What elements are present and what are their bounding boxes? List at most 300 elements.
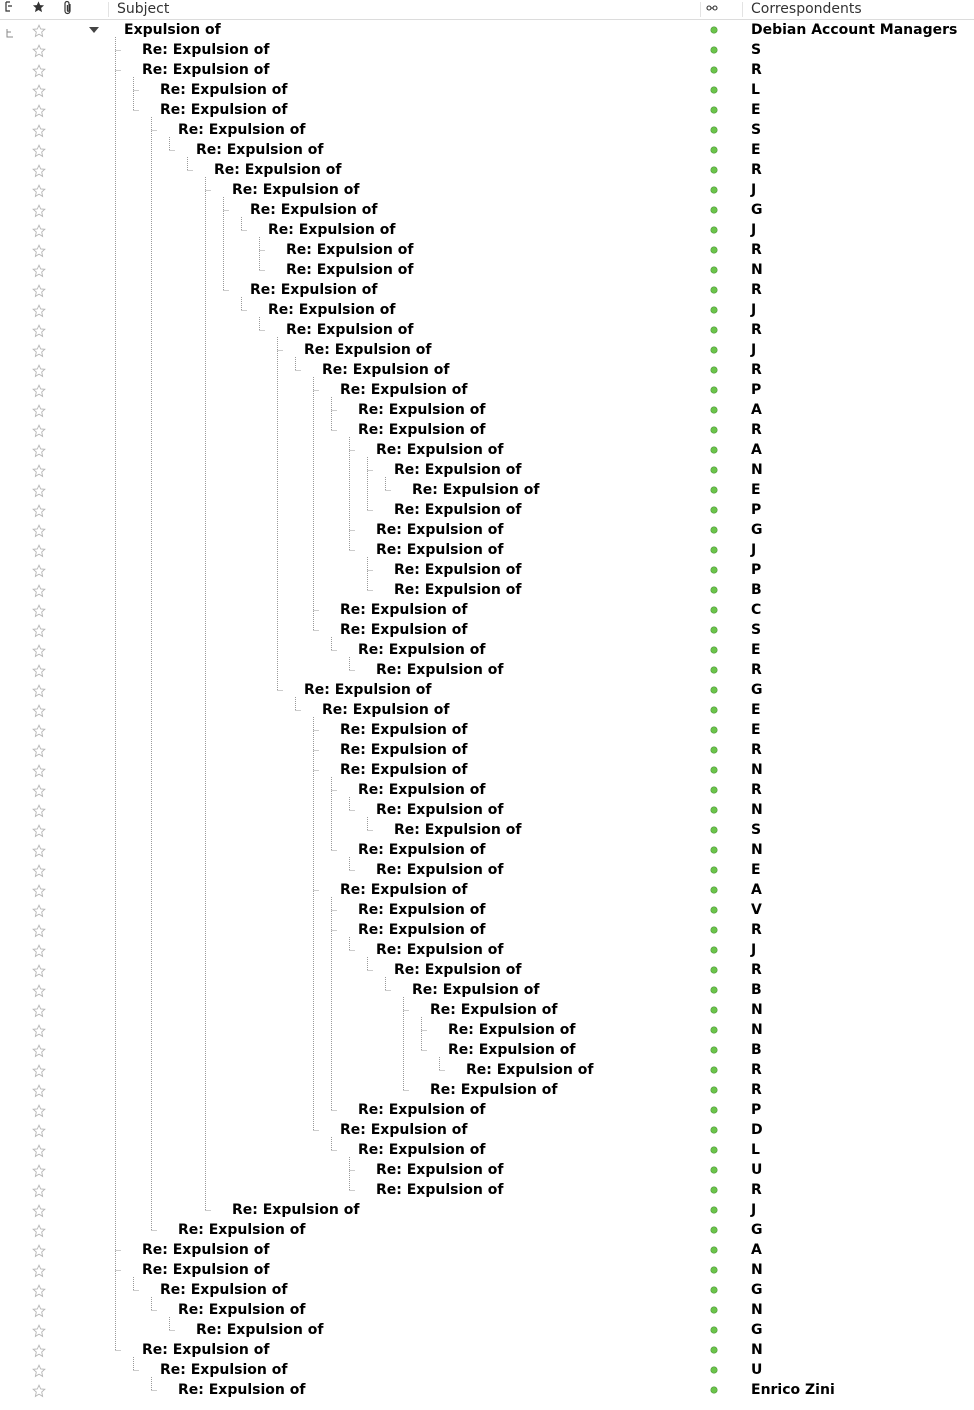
attachment-column-header[interactable] xyxy=(62,0,74,19)
message-correspondent: A xyxy=(751,442,762,458)
message-subject: Re: Expulsion of xyxy=(340,1122,468,1138)
message-correspondent: A xyxy=(751,402,762,418)
read-status-dot-icon[interactable] xyxy=(711,647,717,653)
message-correspondent: J xyxy=(751,182,757,198)
message-subject: Re: Expulsion of xyxy=(250,202,378,218)
read-status-dot-icon[interactable] xyxy=(711,1107,717,1113)
message-correspondent: J xyxy=(751,342,757,358)
message-row[interactable] xyxy=(0,900,974,920)
collapse-thread-chevron-icon[interactable] xyxy=(89,27,99,33)
star-toggle-icon[interactable] xyxy=(32,1043,46,1057)
read-status-dot-icon[interactable] xyxy=(711,827,717,833)
message-correspondent: U xyxy=(751,1362,763,1378)
star-toggle-icon[interactable] xyxy=(32,143,46,157)
read-status-dot-icon[interactable] xyxy=(711,767,717,773)
star-toggle-icon[interactable] xyxy=(32,903,46,917)
message-subject: Re: Expulsion of xyxy=(340,722,468,738)
read-status-dot-icon[interactable] xyxy=(711,867,717,873)
message-row[interactable] xyxy=(0,1280,974,1300)
read-status-dot-icon[interactable] xyxy=(711,907,717,913)
message-correspondent: R xyxy=(751,1182,762,1198)
star-toggle-icon[interactable] xyxy=(32,703,46,717)
star-toggle-icon[interactable] xyxy=(32,363,46,377)
read-status-dot-icon[interactable] xyxy=(711,787,717,793)
read-status-dot-icon[interactable] xyxy=(711,987,717,993)
message-row[interactable] xyxy=(0,160,974,180)
star-toggle-icon[interactable] xyxy=(32,43,46,57)
star-toggle-icon[interactable] xyxy=(32,443,46,457)
message-subject: Re: Expulsion of xyxy=(394,582,522,598)
thread-column-header[interactable] xyxy=(4,0,16,19)
message-correspondent: E xyxy=(751,482,761,498)
star-toggle-icon[interactable] xyxy=(32,543,46,557)
message-row[interactable] xyxy=(0,620,974,640)
message-row[interactable] xyxy=(0,1000,974,1020)
star-toggle-icon[interactable] xyxy=(32,603,46,617)
message-subject: Re: Expulsion of xyxy=(160,1282,288,1298)
message-subject: Re: Expulsion of xyxy=(286,262,414,278)
message-subject: Re: Expulsion of xyxy=(358,902,486,918)
message-row[interactable] xyxy=(0,380,974,400)
message-row[interactable] xyxy=(0,140,974,160)
column-header-bar xyxy=(0,0,974,20)
message-subject: Re: Expulsion of xyxy=(340,622,468,638)
message-subject: Re: Expulsion of xyxy=(268,222,396,238)
message-row[interactable] xyxy=(0,580,974,600)
message-subject: Re: Expulsion of xyxy=(394,462,522,478)
message-subject: Re: Expulsion of xyxy=(358,402,486,418)
message-subject: Re: Expulsion of xyxy=(448,1042,576,1058)
message-row[interactable] xyxy=(0,1260,974,1280)
message-row[interactable] xyxy=(0,720,974,740)
star-toggle-icon[interactable] xyxy=(32,823,46,837)
read-status-dot-icon[interactable] xyxy=(711,527,717,533)
star-toggle-icon[interactable] xyxy=(32,343,46,357)
star-icon xyxy=(32,0,45,14)
read-status-dot-icon[interactable] xyxy=(711,207,717,213)
message-row[interactable] xyxy=(0,700,974,720)
message-correspondent: N xyxy=(751,1022,763,1038)
read-status-dot-icon[interactable] xyxy=(711,147,717,153)
message-correspondent: N xyxy=(751,1342,763,1358)
star-toggle-icon[interactable] xyxy=(32,223,46,237)
read-status-dot-icon[interactable] xyxy=(711,407,717,413)
read-status-dot-icon[interactable] xyxy=(711,1267,717,1273)
read-status-dot-icon[interactable] xyxy=(711,807,717,813)
message-row[interactable] xyxy=(0,220,974,240)
read-status-dot-icon[interactable] xyxy=(711,627,717,633)
read-status-dot-icon[interactable] xyxy=(711,1227,717,1233)
read-status-dot-icon[interactable] xyxy=(711,1127,717,1133)
star-toggle-icon[interactable] xyxy=(32,983,46,997)
message-subject: Re: Expulsion of xyxy=(322,362,450,378)
read-status-dot-icon[interactable] xyxy=(711,567,717,573)
message-subject: Re: Expulsion of xyxy=(412,482,540,498)
message-row[interactable] xyxy=(0,280,974,300)
star-toggle-icon[interactable] xyxy=(32,943,46,957)
message-correspondent: Enrico Zini xyxy=(751,1382,835,1398)
star-toggle-icon[interactable] xyxy=(32,1223,46,1237)
read-status-dot-icon[interactable] xyxy=(711,707,717,713)
message-subject: Re: Expulsion of xyxy=(340,762,468,778)
message-subject: Re: Expulsion of xyxy=(376,942,504,958)
message-row[interactable] xyxy=(0,1240,974,1260)
message-subject: Re: Expulsion of xyxy=(340,602,468,618)
read-status-dot-icon[interactable] xyxy=(711,727,717,733)
message-row[interactable] xyxy=(0,660,974,680)
star-toggle-icon[interactable] xyxy=(32,683,46,697)
read-status-dot-icon[interactable] xyxy=(711,307,717,313)
message-correspondent: G xyxy=(751,202,763,218)
read-status-dot-icon[interactable] xyxy=(711,1147,717,1153)
read-status-dot-icon[interactable] xyxy=(711,427,717,433)
message-subject: Re: Expulsion of xyxy=(178,1222,306,1238)
star-toggle-icon[interactable] xyxy=(32,183,46,197)
message-correspondent: R xyxy=(751,242,762,258)
read-status-dot-icon[interactable] xyxy=(711,547,717,553)
read-status-dot-icon[interactable] xyxy=(711,487,717,493)
star-toggle-icon[interactable] xyxy=(32,663,46,677)
message-correspondent: B xyxy=(751,982,762,998)
message-subject: Re: Expulsion of xyxy=(304,682,432,698)
message-row[interactable] xyxy=(0,1040,974,1060)
message-subject: Re: Expulsion of xyxy=(178,1382,306,1398)
message-correspondent: P xyxy=(751,1102,762,1118)
star-toggle-icon[interactable] xyxy=(32,523,46,537)
message-row[interactable] xyxy=(0,260,974,280)
star-toggle-icon[interactable] xyxy=(32,1083,46,1097)
read-status-dot-icon[interactable] xyxy=(711,87,717,93)
message-row[interactable] xyxy=(0,780,974,800)
message-row[interactable] xyxy=(0,80,974,100)
star-toggle-icon[interactable] xyxy=(32,623,46,637)
message-row[interactable] xyxy=(0,740,974,760)
message-row[interactable] xyxy=(0,1300,974,1320)
read-status-dot-icon[interactable] xyxy=(711,1347,717,1353)
message-correspondent: R xyxy=(751,962,762,978)
message-correspondent: N xyxy=(751,1002,763,1018)
message-row[interactable] xyxy=(0,680,974,700)
message-subject: Re: Expulsion of xyxy=(376,662,504,678)
read-status-dot-icon[interactable] xyxy=(711,1367,717,1373)
read-status-dot-icon[interactable] xyxy=(711,667,717,673)
message-row[interactable] xyxy=(0,100,974,120)
star-toggle-icon[interactable] xyxy=(32,923,46,937)
message-row[interactable] xyxy=(0,1160,974,1180)
read-status-dot-icon[interactable] xyxy=(711,367,717,373)
message-subject: Re: Expulsion of xyxy=(268,302,396,318)
message-correspondent: J xyxy=(751,942,757,958)
message-row[interactable] xyxy=(0,840,974,860)
read-status-dot-icon[interactable] xyxy=(711,887,717,893)
star-toggle-icon[interactable] xyxy=(32,1363,46,1377)
message-row[interactable] xyxy=(0,1320,974,1340)
star-toggle-icon[interactable] xyxy=(32,843,46,857)
read-status-dot-icon[interactable] xyxy=(711,127,717,133)
read-status-dot-icon[interactable] xyxy=(711,327,717,333)
message-subject: Re: Expulsion of xyxy=(448,1022,576,1038)
message-row[interactable] xyxy=(0,1220,974,1240)
message-row[interactable] xyxy=(0,240,974,260)
message-row[interactable] xyxy=(0,1080,974,1100)
message-subject: Re: Expulsion of xyxy=(160,82,288,98)
star-toggle-icon[interactable] xyxy=(32,1123,46,1137)
star-toggle-icon[interactable] xyxy=(32,563,46,577)
read-status-dot-icon[interactable] xyxy=(711,287,717,293)
star-toggle-icon[interactable] xyxy=(32,303,46,317)
star-toggle-icon[interactable] xyxy=(32,803,46,817)
read-status-dot-icon[interactable] xyxy=(711,67,717,73)
message-subject: Re: Expulsion of xyxy=(394,962,522,978)
message-correspondent: R xyxy=(751,62,762,78)
read-status-dot-icon[interactable] xyxy=(711,27,717,33)
star-toggle-icon[interactable] xyxy=(32,643,46,657)
read-status-dot-icon[interactable] xyxy=(711,387,717,393)
read-status-dot-icon[interactable] xyxy=(711,947,717,953)
message-row[interactable] xyxy=(0,440,974,460)
read-status-dot-icon[interactable] xyxy=(711,347,717,353)
message-row[interactable] xyxy=(0,940,974,960)
read-status-dot-icon[interactable] xyxy=(711,847,717,853)
star-toggle-icon[interactable] xyxy=(32,383,46,397)
message-row[interactable] xyxy=(0,400,974,420)
star-toggle-icon[interactable] xyxy=(32,1283,46,1297)
column-separator[interactable] xyxy=(742,2,743,17)
star-toggle-icon[interactable] xyxy=(32,163,46,177)
message-correspondent: J xyxy=(751,222,757,238)
star-toggle-icon[interactable] xyxy=(32,203,46,217)
star-toggle-icon[interactable] xyxy=(32,1103,46,1117)
message-subject: Re: Expulsion of xyxy=(358,1142,486,1158)
star-toggle-icon[interactable] xyxy=(32,1303,46,1317)
message-row[interactable] xyxy=(0,1380,974,1400)
message-correspondent: A xyxy=(751,882,762,898)
read-status-dot-icon[interactable] xyxy=(711,1027,717,1033)
message-correspondent: E xyxy=(751,102,761,118)
read-status-dot-icon[interactable] xyxy=(711,447,717,453)
message-row[interactable] xyxy=(0,920,974,940)
star-toggle-icon[interactable] xyxy=(32,723,46,737)
star-column-header[interactable] xyxy=(32,0,45,19)
message-row[interactable] xyxy=(0,520,974,540)
message-correspondent: J xyxy=(751,1202,757,1218)
read-status-dot-icon[interactable] xyxy=(711,107,717,113)
message-row[interactable] xyxy=(0,460,974,480)
star-toggle-icon[interactable] xyxy=(32,63,46,77)
message-row[interactable] xyxy=(0,40,974,60)
star-toggle-icon[interactable] xyxy=(32,283,46,297)
star-toggle-icon[interactable] xyxy=(32,1163,46,1177)
message-row[interactable] xyxy=(0,1180,974,1200)
message-row[interactable] xyxy=(0,1120,974,1140)
message-row[interactable] xyxy=(0,800,974,820)
message-correspondent: G xyxy=(751,682,763,698)
star-toggle-icon[interactable] xyxy=(32,1343,46,1357)
star-toggle-icon[interactable] xyxy=(32,1383,46,1397)
message-row[interactable] xyxy=(0,320,974,340)
star-toggle-icon[interactable] xyxy=(32,883,46,897)
message-row[interactable] xyxy=(0,980,974,1000)
read-status-dot-icon[interactable] xyxy=(711,1067,717,1073)
message-subject: Re: Expulsion of xyxy=(412,982,540,998)
star-toggle-icon[interactable] xyxy=(32,1023,46,1037)
star-toggle-icon[interactable] xyxy=(32,503,46,517)
message-row[interactable] xyxy=(0,1020,974,1040)
message-correspondent: R xyxy=(751,782,762,798)
message-correspondent: R xyxy=(751,322,762,338)
star-toggle-icon[interactable] xyxy=(32,1183,46,1197)
message-correspondent: G xyxy=(751,522,763,538)
message-correspondent: N xyxy=(751,1302,763,1318)
star-toggle-icon[interactable] xyxy=(32,1003,46,1017)
message-correspondent: E xyxy=(751,722,761,738)
read-status-dot-icon[interactable] xyxy=(711,967,717,973)
message-row[interactable] xyxy=(0,500,974,520)
star-toggle-icon[interactable] xyxy=(32,963,46,977)
message-row[interactable] xyxy=(0,300,974,320)
star-toggle-icon[interactable] xyxy=(32,423,46,437)
message-row[interactable] xyxy=(0,880,974,900)
star-toggle-icon[interactable] xyxy=(32,763,46,777)
status-column-header[interactable] xyxy=(706,0,718,19)
read-status-dot-icon[interactable] xyxy=(711,1047,717,1053)
subject-column-header[interactable]: Subject xyxy=(117,1,170,17)
message-correspondent: L xyxy=(751,82,760,98)
read-status-dot-icon[interactable] xyxy=(711,687,717,693)
read-status-dot-icon[interactable] xyxy=(711,1327,717,1333)
star-toggle-icon[interactable] xyxy=(32,1143,46,1157)
star-toggle-icon[interactable] xyxy=(32,1203,46,1217)
message-subject: Re: Expulsion of xyxy=(142,42,270,58)
read-status-dot-icon[interactable] xyxy=(711,1287,717,1293)
read-status-dot-icon[interactable] xyxy=(711,507,717,513)
message-subject: Re: Expulsion of xyxy=(376,442,504,458)
message-row[interactable] xyxy=(0,600,974,620)
message-correspondent: R xyxy=(751,162,762,178)
star-toggle-icon[interactable] xyxy=(32,783,46,797)
read-status-dot-icon[interactable] xyxy=(711,187,717,193)
star-toggle-icon[interactable] xyxy=(32,483,46,497)
read-status-dot-icon[interactable] xyxy=(711,747,717,753)
message-subject: Re: Expulsion of xyxy=(358,922,486,938)
message-row[interactable] xyxy=(0,1140,974,1160)
message-correspondent: Debian Account Managers xyxy=(751,22,958,38)
read-status-dot-icon[interactable] xyxy=(711,167,717,173)
thread-root-row[interactable] xyxy=(0,20,974,40)
message-subject: Re: Expulsion of xyxy=(196,142,324,158)
read-status-dot-icon[interactable] xyxy=(711,247,717,253)
star-toggle-icon[interactable] xyxy=(32,243,46,257)
read-status-dot-icon[interactable] xyxy=(711,267,717,273)
message-correspondent: E xyxy=(751,642,761,658)
star-toggle-icon[interactable] xyxy=(32,743,46,757)
read-status-dot-icon[interactable] xyxy=(711,1187,717,1193)
read-status-dot-icon[interactable] xyxy=(711,1247,717,1253)
message-subject: Re: Expulsion of xyxy=(142,62,270,78)
message-subject: Re: Expulsion of xyxy=(178,1302,306,1318)
message-row[interactable] xyxy=(0,540,974,560)
paperclip-icon xyxy=(62,0,74,15)
star-toggle-icon[interactable] xyxy=(32,863,46,877)
read-status-dot-icon[interactable] xyxy=(711,1087,717,1093)
message-correspondent: R xyxy=(751,742,762,758)
message-correspondent: R xyxy=(751,662,762,678)
message-row[interactable] xyxy=(0,60,974,80)
star-toggle-icon[interactable] xyxy=(32,23,46,37)
message-subject: Re: Expulsion of xyxy=(394,562,522,578)
star-toggle-icon[interactable] xyxy=(32,1243,46,1257)
read-status-dot-icon[interactable] xyxy=(711,47,717,53)
message-row[interactable] xyxy=(0,1340,974,1360)
read-status-dot-icon[interactable] xyxy=(711,1307,717,1313)
star-toggle-icon[interactable] xyxy=(32,463,46,477)
message-row[interactable] xyxy=(0,860,974,880)
message-row[interactable] xyxy=(0,480,974,500)
message-correspondent: P xyxy=(751,382,762,398)
read-status-dot-icon[interactable] xyxy=(711,927,717,933)
message-row[interactable] xyxy=(0,1360,974,1380)
star-toggle-icon[interactable] xyxy=(32,1323,46,1337)
star-toggle-icon[interactable] xyxy=(32,103,46,117)
message-row[interactable] xyxy=(0,640,974,660)
message-row[interactable] xyxy=(0,180,974,200)
message-correspondent: S xyxy=(751,122,762,138)
column-separator[interactable] xyxy=(108,2,109,17)
star-toggle-icon[interactable] xyxy=(32,1063,46,1077)
star-toggle-icon[interactable] xyxy=(32,323,46,337)
message-subject: Re: Expulsion of xyxy=(430,1082,558,1098)
read-status-dot-icon[interactable] xyxy=(711,587,717,593)
message-row[interactable] xyxy=(0,760,974,780)
read-status-dot-icon[interactable] xyxy=(711,1387,717,1393)
star-toggle-icon[interactable] xyxy=(32,403,46,417)
message-correspondent: R xyxy=(751,282,762,298)
message-subject: Re: Expulsion of xyxy=(286,322,414,338)
read-status-dot-icon[interactable] xyxy=(711,467,717,473)
message-row[interactable] xyxy=(0,820,974,840)
message-row[interactable] xyxy=(0,200,974,220)
message-correspondent: R xyxy=(751,922,762,938)
message-correspondent: S xyxy=(751,42,762,58)
read-status-dot-icon[interactable] xyxy=(711,1167,717,1173)
message-correspondent: J xyxy=(751,542,757,558)
message-row[interactable] xyxy=(0,360,974,380)
message-correspondent: N xyxy=(751,462,763,478)
read-status-dot-icon[interactable] xyxy=(711,227,717,233)
star-toggle-icon[interactable] xyxy=(32,83,46,97)
message-subject: Re: Expulsion of xyxy=(286,242,414,258)
message-row[interactable] xyxy=(0,560,974,580)
read-status-dot-icon[interactable] xyxy=(711,1007,717,1013)
message-correspondent: V xyxy=(751,902,762,918)
message-correspondent: D xyxy=(751,1122,763,1138)
message-row[interactable] xyxy=(0,1060,974,1080)
correspondents-column-header[interactable]: Correspondents xyxy=(751,1,862,17)
star-toggle-icon[interactable] xyxy=(32,1263,46,1277)
star-toggle-icon[interactable] xyxy=(32,583,46,597)
message-row[interactable] xyxy=(0,340,974,360)
read-status-dot-icon[interactable] xyxy=(711,607,717,613)
read-status-dot-icon[interactable] xyxy=(711,1207,717,1213)
star-toggle-icon[interactable] xyxy=(32,263,46,277)
column-separator[interactable] xyxy=(700,2,701,17)
message-row[interactable] xyxy=(0,120,974,140)
message-row[interactable] xyxy=(0,420,974,440)
star-toggle-icon[interactable] xyxy=(32,123,46,137)
message-row[interactable] xyxy=(0,960,974,980)
message-row[interactable] xyxy=(0,1100,974,1120)
message-row[interactable] xyxy=(0,1200,974,1220)
